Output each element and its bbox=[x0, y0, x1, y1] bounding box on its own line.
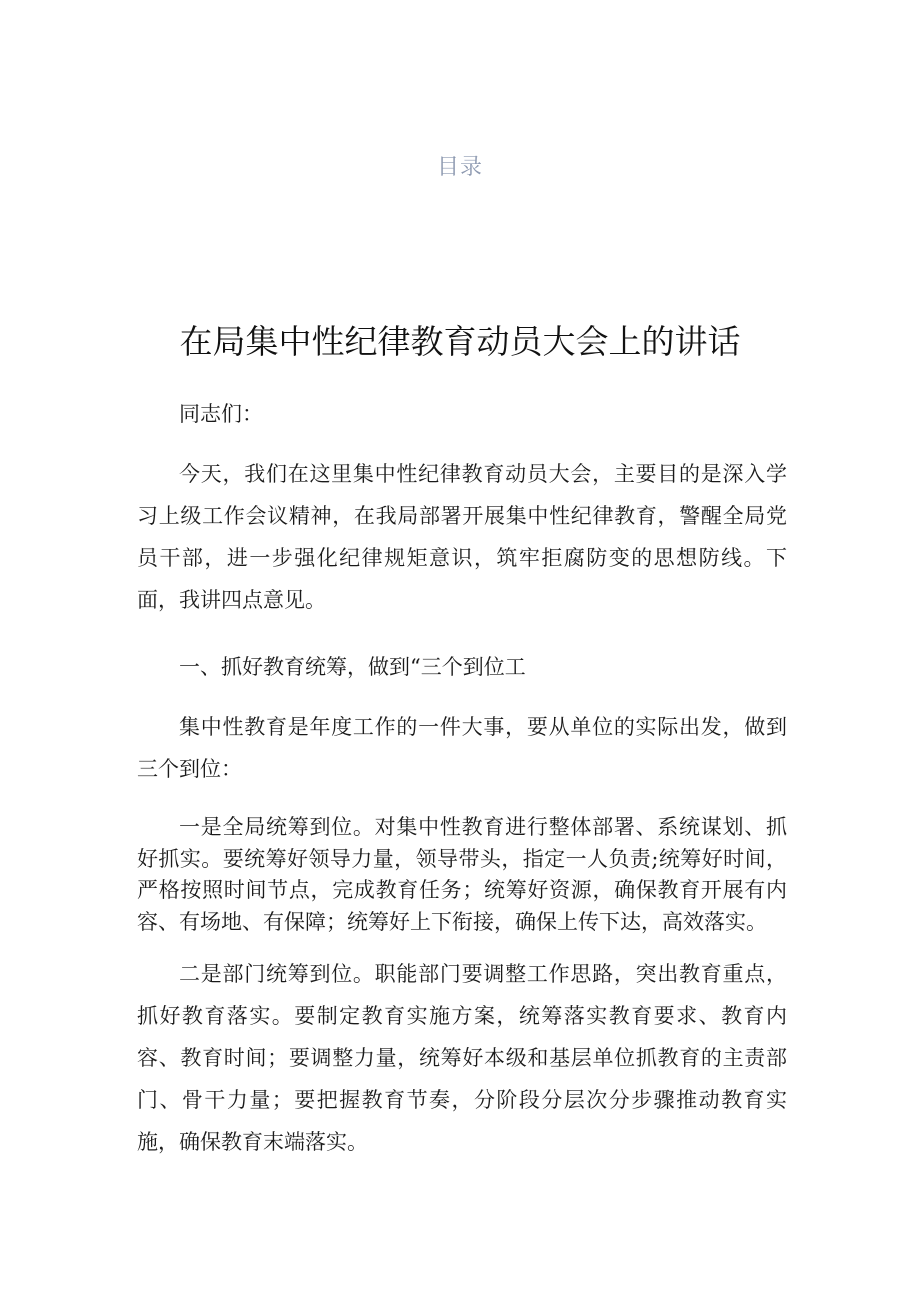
section-heading-1-text: 一、抓好教育统筹，做到“三个到位工 bbox=[179, 655, 526, 679]
point-1-text: 一是全局统筹到位。对集中性教育进行整体部署、系统谋划、抓好抓实。要统筹好领导力量，领导带头，指定一人负责;统筹好时间，严格按照时间节点，完成教育任务；统筹好资源，确保教育开展有内容、有场地、有保障；统筹好上下衔接，确保上传下达，高效落实。 bbox=[137, 815, 787, 934]
point-2-paragraph bbox=[137, 953, 787, 1163]
point-1-paragraph bbox=[137, 812, 787, 938]
intro-text: 今天，我们在这里集中性纪律教育动员大会，主要目的是深入学习上级工作会议精神，在我局部署开展集中性纪律教育，警醒全局党员干部，进一步强化纪律规矩意识，筑牢拒腐防变的思想防线。下面，我讲四点意见。 bbox=[137, 462, 787, 612]
intro-paragraph bbox=[137, 453, 787, 621]
point-2-text: 二是部门统筹到位。职能部门要调整工作思路，突出教育重点，抓好教育落实。要制定教育实施方案，统筹落实教育要求、教育内容、教育时间；要调整力量，统筹好本级和基层单位抓教育的主责部门、骨干力量；要把握教育节奏，分阶段分层次分步骤推动教育实施，确保教育末端落实。 bbox=[137, 962, 787, 1154]
toc-heading: 目录 bbox=[436, 155, 483, 180]
section-1-intro-paragraph bbox=[137, 706, 787, 790]
section-1-intro-text: 集中性教育是年度工作的一件大事，要从单位的实际出发，做到三个到位： bbox=[137, 715, 787, 781]
document-title: 在局集中性纪律教育动员大会上的讲话 bbox=[179, 322, 741, 361]
greeting-text: 同志们： bbox=[179, 402, 263, 426]
section-heading-1 bbox=[137, 646, 787, 688]
greeting-paragraph bbox=[137, 393, 787, 435]
